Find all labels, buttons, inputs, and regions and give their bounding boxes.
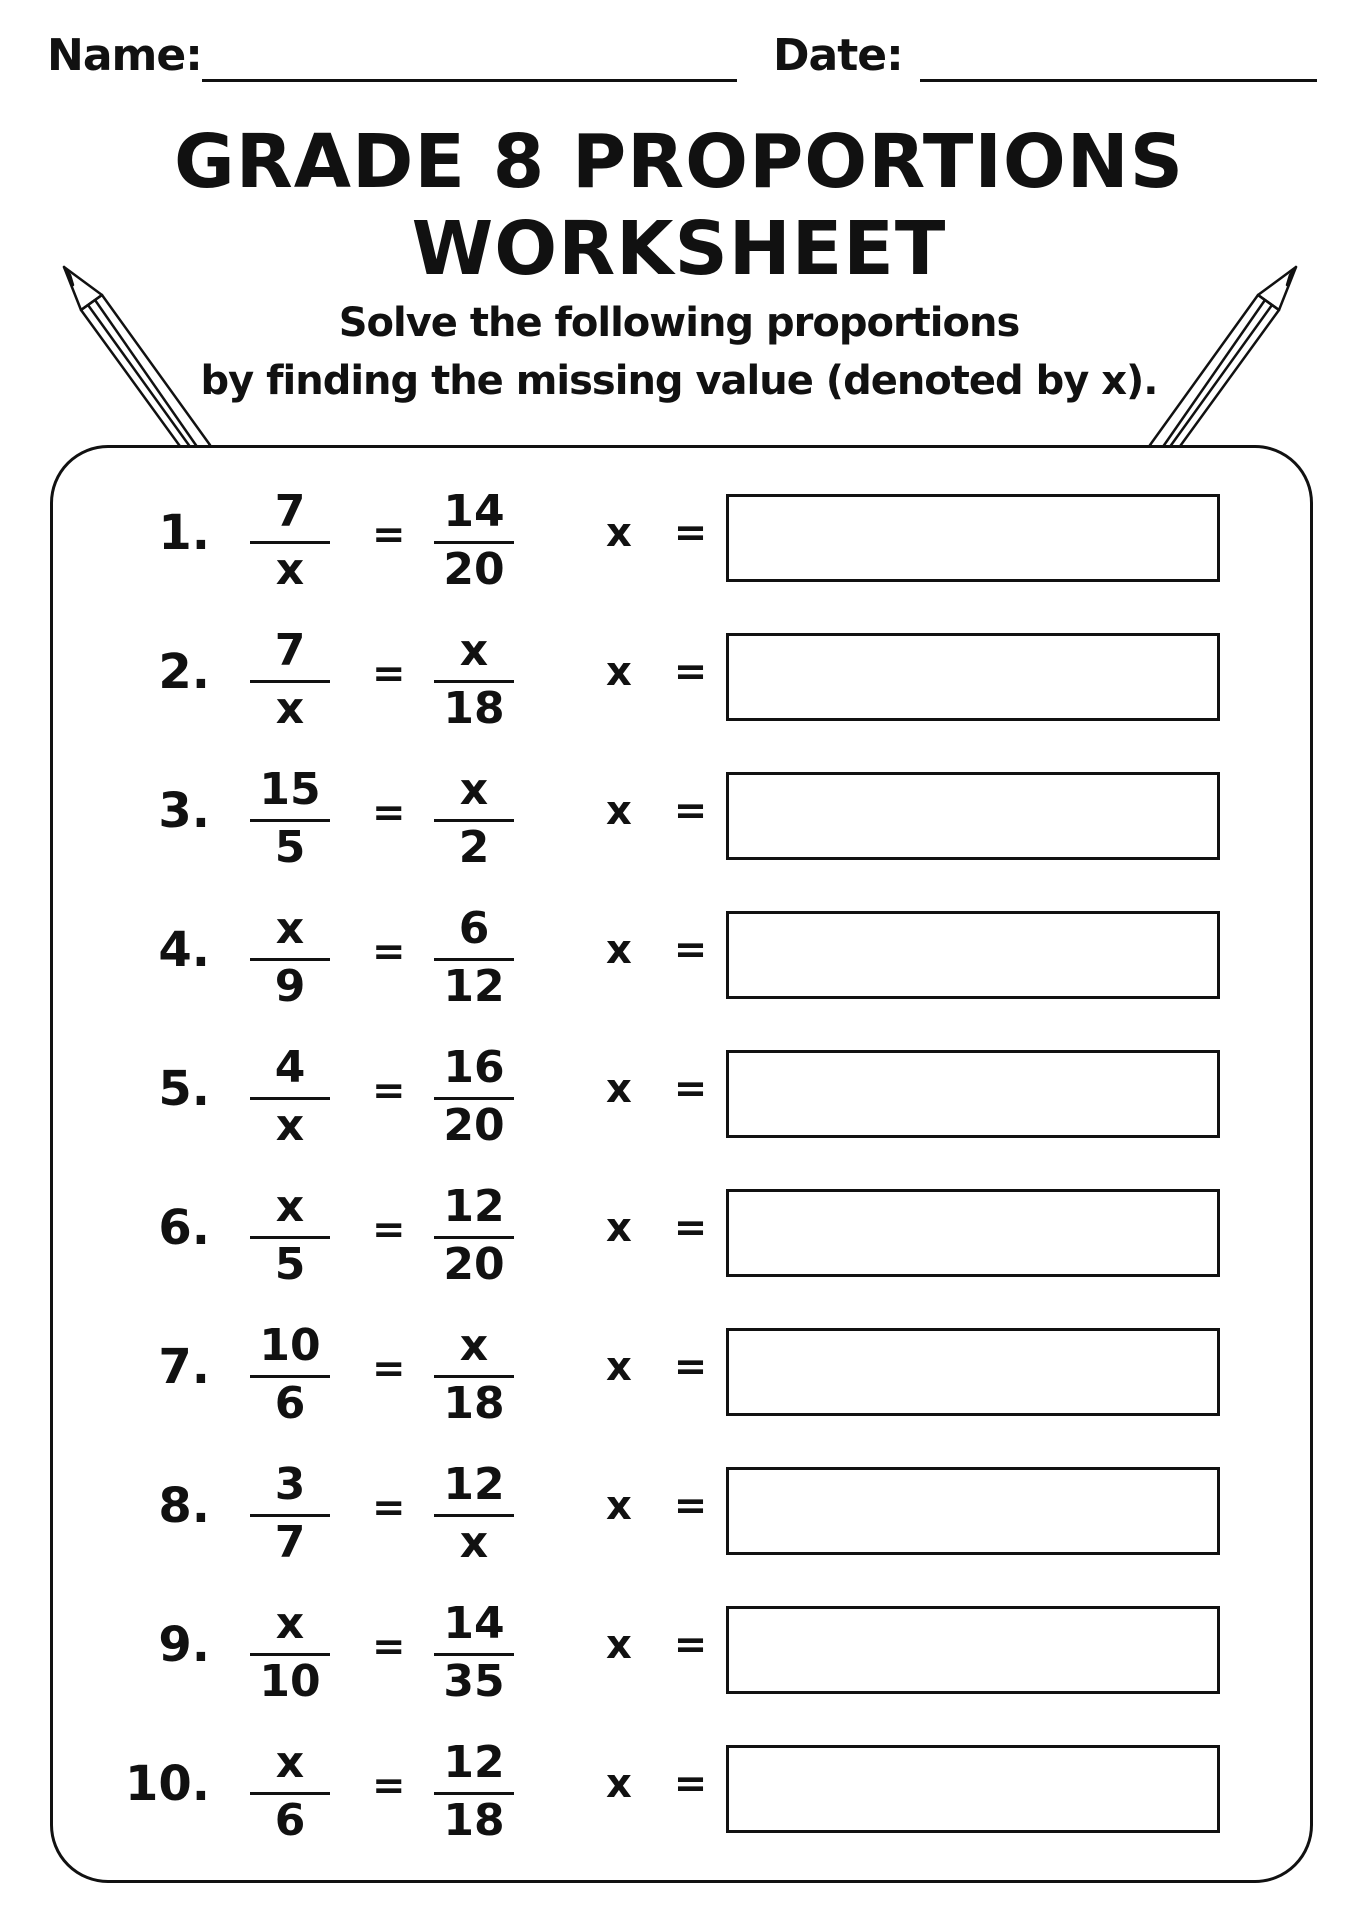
left-fraction <box>250 611 330 750</box>
pencil-icon <box>1140 255 1310 455</box>
right-fraction <box>434 1306 514 1445</box>
right-denominator: 20 <box>443 1100 505 1151</box>
equals-sign: = <box>372 512 406 558</box>
left-numerator: 7 <box>274 486 306 537</box>
problem-number: 4. <box>158 922 210 978</box>
left-denominator: 6 <box>274 1378 306 1429</box>
right-denominator: 12 <box>443 961 505 1012</box>
problem-number: 7. <box>158 1339 210 1395</box>
instructions-line-1: Solve the following proportions <box>338 300 1020 346</box>
equals-sign: = <box>372 1346 406 1392</box>
answer-box[interactable] <box>726 1050 1220 1138</box>
answer-label: x = <box>606 927 722 973</box>
problem-row <box>0 1306 1358 1445</box>
answer-label: x = <box>606 510 722 556</box>
problem-number: 3. <box>158 783 210 839</box>
name-label: Name: <box>47 30 202 81</box>
right-denominator: 18 <box>443 683 505 734</box>
left-denominator: 7 <box>274 1517 306 1568</box>
left-fraction <box>250 889 330 1028</box>
right-numerator: x <box>459 625 489 676</box>
problem-row <box>0 611 1358 750</box>
left-fraction <box>250 1306 330 1445</box>
date-label: Date: <box>773 30 903 81</box>
answer-label: x = <box>606 649 722 695</box>
left-fraction <box>250 1445 330 1584</box>
right-fraction <box>434 750 514 889</box>
problem-row <box>0 1584 1358 1723</box>
left-denominator: 5 <box>274 1239 306 1290</box>
problem-number: 9. <box>158 1617 210 1673</box>
left-denominator: 6 <box>274 1795 306 1846</box>
left-fraction <box>250 1584 330 1723</box>
problem-number: 10. <box>124 1756 210 1812</box>
right-fraction <box>434 1167 514 1306</box>
left-numerator: 7 <box>274 625 306 676</box>
problem-number: 2. <box>158 644 210 700</box>
right-fraction <box>434 1445 514 1584</box>
answer-label: x = <box>606 1344 722 1390</box>
right-numerator: 6 <box>458 903 490 954</box>
answer-label: x = <box>606 1622 722 1668</box>
answer-box[interactable] <box>726 1189 1220 1277</box>
right-denominator: 18 <box>443 1378 505 1429</box>
equals-sign: = <box>372 1485 406 1531</box>
right-denominator: 2 <box>458 822 490 873</box>
problem-row <box>0 1723 1358 1862</box>
right-fraction <box>434 472 514 611</box>
equals-sign: = <box>372 1763 406 1809</box>
left-denominator: 9 <box>274 961 306 1012</box>
right-denominator: 20 <box>443 544 505 595</box>
right-fraction <box>434 1584 514 1723</box>
right-numerator: 14 <box>443 1598 505 1649</box>
instructions-line-2: by finding the missing value (denoted by x). <box>200 358 1158 404</box>
left-denominator: 5 <box>274 822 306 873</box>
left-numerator: x <box>275 1181 305 1232</box>
problem-number: 1. <box>158 505 210 561</box>
right-numerator: 12 <box>443 1181 505 1232</box>
problem-number: 5. <box>158 1061 210 1117</box>
left-denominator: x <box>275 544 305 595</box>
problem-row <box>0 750 1358 889</box>
left-fraction <box>250 1167 330 1306</box>
problem-number: 6. <box>158 1200 210 1256</box>
problem-row <box>0 1167 1358 1306</box>
answer-box[interactable] <box>726 1606 1220 1694</box>
problem-row <box>0 472 1358 611</box>
problem-row <box>0 1445 1358 1584</box>
answer-box[interactable] <box>726 633 1220 721</box>
answer-box[interactable] <box>726 911 1220 999</box>
equals-sign: = <box>372 790 406 836</box>
pencil-icon <box>50 255 220 455</box>
right-fraction <box>434 889 514 1028</box>
left-numerator: 15 <box>259 764 321 815</box>
answer-label: x = <box>606 1066 722 1112</box>
equals-sign: = <box>372 1068 406 1114</box>
answer-label: x = <box>606 1205 722 1251</box>
problem-number: 8. <box>158 1478 210 1534</box>
title-line-2: WORKSHEET <box>411 206 947 292</box>
answer-box[interactable] <box>726 1328 1220 1416</box>
equals-sign: = <box>372 651 406 697</box>
problem-row <box>0 1028 1358 1167</box>
answer-box[interactable] <box>726 1467 1220 1555</box>
right-numerator: 16 <box>443 1042 505 1093</box>
right-numerator: x <box>459 764 489 815</box>
title-line-1: GRADE 8 PROPORTIONS <box>173 119 1185 205</box>
right-numerator: x <box>459 1320 489 1371</box>
date-line[interactable] <box>920 79 1317 82</box>
right-numerator: 12 <box>443 1737 505 1788</box>
right-fraction <box>434 1723 514 1862</box>
left-denominator: x <box>275 1100 305 1151</box>
right-denominator: 20 <box>443 1239 505 1290</box>
equals-sign: = <box>372 929 406 975</box>
answer-box[interactable] <box>726 494 1220 582</box>
answer-label: x = <box>606 1761 722 1807</box>
left-fraction <box>250 750 330 889</box>
left-numerator: x <box>275 1737 305 1788</box>
left-numerator: 10 <box>259 1320 321 1371</box>
left-denominator: x <box>275 683 305 734</box>
answer-label: x = <box>606 1483 722 1529</box>
left-numerator: x <box>275 903 305 954</box>
left-fraction <box>250 472 330 611</box>
name-line[interactable] <box>202 79 737 82</box>
equals-sign: = <box>372 1207 406 1253</box>
problem-row <box>0 889 1358 1028</box>
right-numerator: 14 <box>443 486 505 537</box>
right-denominator: 35 <box>443 1656 505 1707</box>
equals-sign: = <box>372 1624 406 1670</box>
right-denominator: x <box>459 1517 489 1568</box>
answer-box[interactable] <box>726 772 1220 860</box>
left-numerator: 3 <box>274 1459 306 1510</box>
left-numerator: x <box>275 1598 305 1649</box>
right-numerator: 12 <box>443 1459 505 1510</box>
left-denominator: 10 <box>259 1656 321 1707</box>
answer-label: x = <box>606 788 722 834</box>
left-fraction <box>250 1028 330 1167</box>
right-denominator: 18 <box>443 1795 505 1846</box>
left-numerator: 4 <box>274 1042 306 1093</box>
left-fraction <box>250 1723 330 1862</box>
right-fraction <box>434 1028 514 1167</box>
answer-box[interactable] <box>726 1745 1220 1833</box>
right-fraction <box>434 611 514 750</box>
